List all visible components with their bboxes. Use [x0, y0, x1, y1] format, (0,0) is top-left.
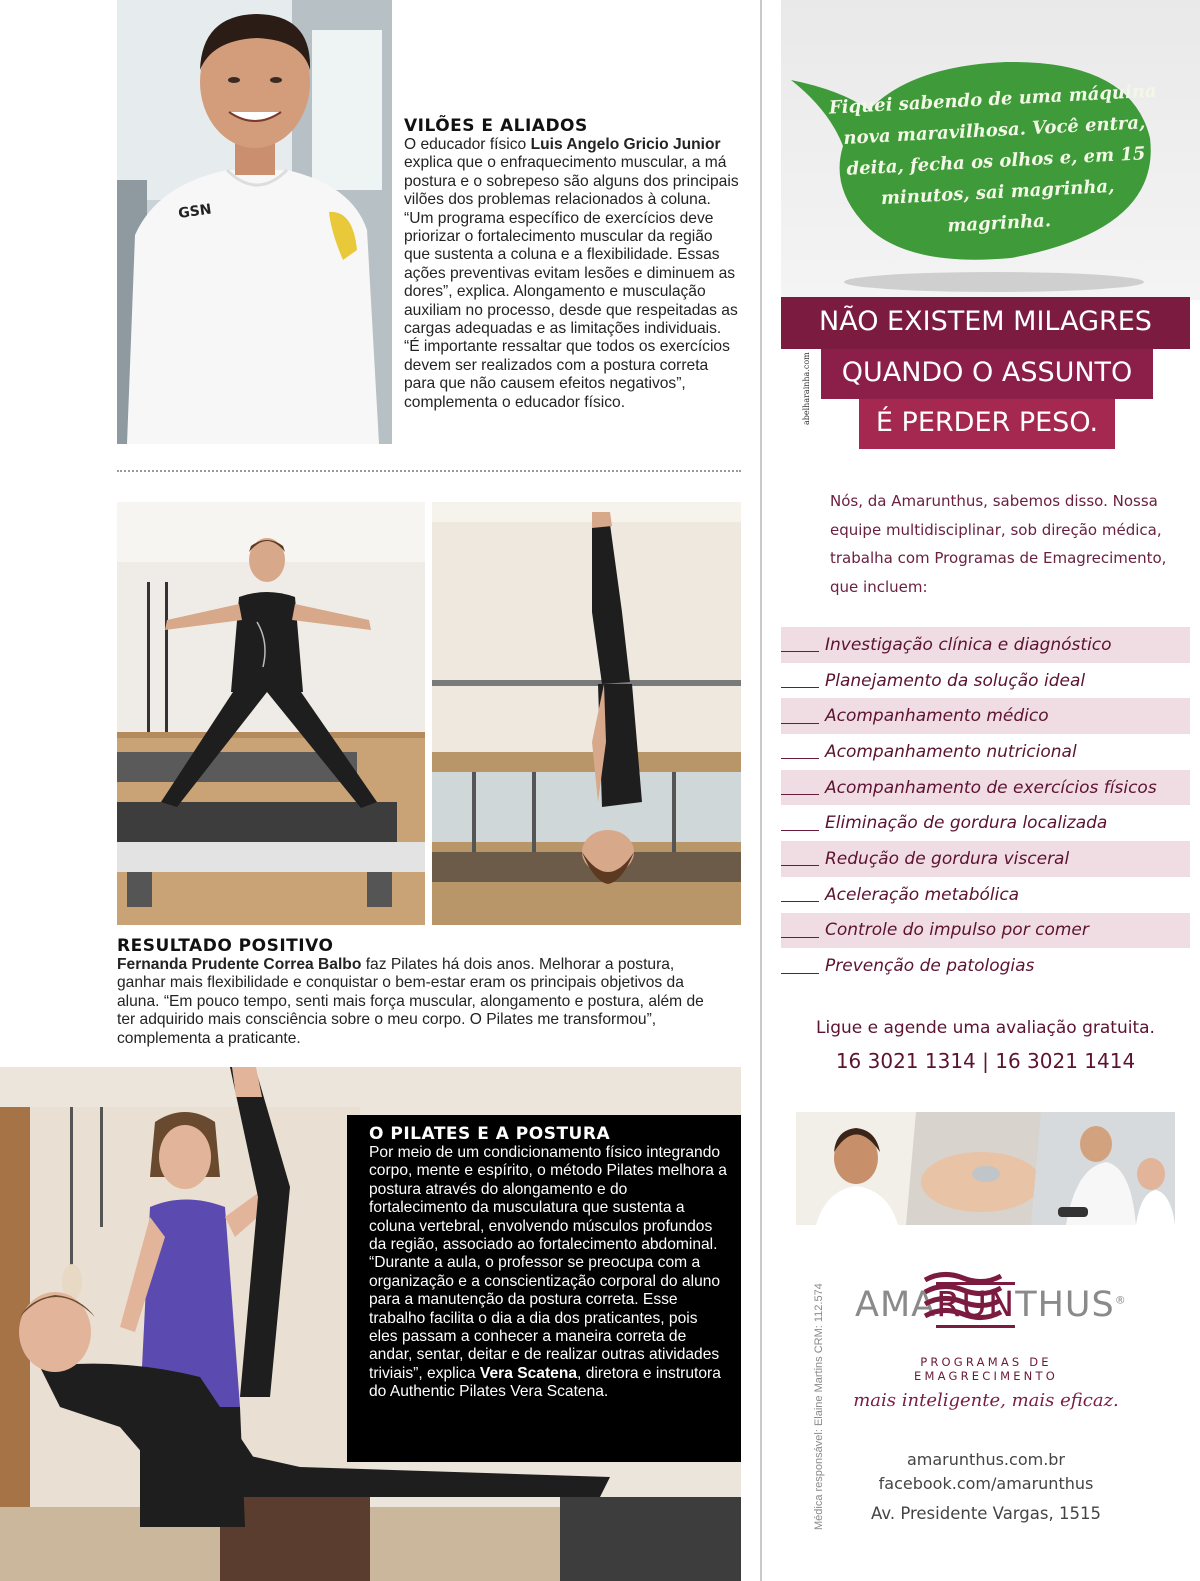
educator-name: Luis Angelo Gricio Junior [530, 136, 721, 153]
service-label: Planejamento da solução ideal [825, 670, 1086, 691]
service-label: Eliminação de gordura localizada [825, 813, 1108, 834]
bubble-quote: Fiquei sabendo de uma máquina nova maravilhosa. Você entra, deita, fecha os olhos e, em 15 minutos, sai magrinha, magrinha. [828, 80, 1158, 237]
section-heading: O PILATES E A POSTURA [369, 1124, 611, 1144]
registered-mark: ® [1114, 1293, 1127, 1307]
section-pilates-postura [347, 1115, 741, 1462]
headline-band-3: É PERDER PESO. [859, 399, 1115, 449]
list-rule [781, 865, 819, 866]
list-rule [781, 901, 819, 902]
list-item [781, 770, 1190, 806]
star-pose-illustration [117, 502, 425, 925]
list-item [781, 805, 1190, 841]
service-label: Investigação clínica e diagnóstico [825, 634, 1112, 655]
service-label: Prevenção de patologias [825, 956, 1035, 977]
educator-photo [117, 0, 392, 444]
section-divider [117, 470, 741, 472]
educator-illustration [117, 0, 392, 444]
student-inverted-photo [432, 502, 741, 925]
address: Av. Presidente Vargas, 1515 [871, 1504, 1101, 1523]
amarunthus-ad [781, 0, 1200, 1581]
list-rule [781, 723, 819, 724]
phone-numbers: 16 3021 1314 | 16 3021 1414 [835, 1049, 1136, 1073]
headline-band-2: QUANDO O ASSUNTO [821, 349, 1153, 399]
list-rule [781, 937, 819, 938]
services-list [781, 627, 1190, 984]
list-rule [781, 651, 819, 652]
list-rule [781, 830, 819, 831]
service-label: Acompanhamento nutricional [825, 741, 1077, 762]
headline-band-1: NÃO EXISTEM MILAGRES [781, 297, 1190, 349]
website-link[interactable]: amarunthus.com.br [906, 1450, 1066, 1469]
logo-text-mid: RUN [936, 1282, 1015, 1328]
service-label: Aceleração metabólica [825, 884, 1020, 905]
crm-credit: Médica responsável: Elaine Martins CRM: 112.574 [813, 1283, 825, 1530]
collage-illustration [796, 1112, 1175, 1225]
list-rule [781, 973, 819, 974]
director-name: Vera Scatena [479, 1364, 578, 1382]
section-heading: RESULTADO POSITIVO [117, 936, 334, 956]
body-text: faz Pilates há dois anos. Melhorar a postura, ganhar mais flexibilidade e conquistar o bem-estar eram os principais objetivos da aluna. “Em pouco tempo, senti mais força muscular, alongamento e postura, além de ter adquirido mais consciência sobre o meu corpo. O Pilates me transformou”, complementa a praticante. [117, 956, 704, 1047]
section-resultado-positivo [117, 936, 717, 1048]
logo-text-right: THUS [1015, 1285, 1115, 1325]
list-item [781, 877, 1190, 913]
list-item [781, 627, 1190, 663]
section-body [117, 956, 717, 1048]
inverted-pose-illustration [432, 502, 741, 925]
services-collage-photo [796, 1112, 1175, 1225]
list-rule [781, 794, 819, 795]
list-item [781, 663, 1190, 699]
list-item [781, 698, 1190, 734]
list-item [781, 841, 1190, 877]
ad-intro: Nós, da Amarunthus, sabemos disso. Nossa equipe multidisciplinar, sob direção médica, trabalha com Programas de Emagrecimento, que incluem: [830, 492, 1167, 596]
list-item [781, 913, 1190, 949]
service-label: Acompanhamento médico [825, 706, 1049, 727]
section-body [404, 136, 740, 412]
cta-line: Ligue e agende uma avaliação gratuita. [816, 1018, 1155, 1038]
body-text: Por meio de um condicionamento físico integrando corpo, mente e espírito, o método Pilates melhora a postura através do alongamento e do fortalecimento da musculatura que sustenta a coluna vertebral, envolvendo músculos profundos da região, associado ao fortalecimento abdominal. “Durante a aula, o professor se preocupa com a organização e a conscientização corporal do aluno para a manutenção da postura correta. Esse trabalho facilita o dia a dia dos praticantes, pois eles passam a conhecer a maneira correta de andar, sentar, deitar e de realizar outras atividades triviais”, explica [369, 1144, 727, 1382]
body-tail: , diretora e instrutora do Authentic Pilates Vera Scatena. [369, 1364, 721, 1401]
logo-text-left: AMA [855, 1285, 937, 1325]
agency-credit: abelharainha.com [802, 352, 811, 425]
list-item [781, 948, 1190, 984]
shirt-logo: GSN [177, 201, 213, 222]
service-label: Acompanhamento de exercícios físicos [825, 777, 1157, 798]
student-name: Fernanda Prudente Correa Balbo [117, 956, 362, 973]
facebook-link[interactable]: facebook.com/amarunthus [878, 1474, 1094, 1493]
list-rule [781, 758, 819, 759]
body-intro: O educador físico [404, 136, 531, 153]
call-to-action [781, 1014, 1190, 1080]
column-divider [760, 0, 762, 1581]
section-body [369, 1144, 727, 1402]
service-label: Controle do impulso por comer [825, 920, 1089, 941]
logo-tagline: mais inteligente, mais eficaz. [853, 1390, 1119, 1411]
student-star-pose-photo [117, 502, 425, 925]
list-rule [781, 687, 819, 688]
section-viloes-aliados [404, 116, 740, 412]
body-text: explica que o enfraquecimento muscular, a má postura e o sobrepeso são alguns dos principais vilões dos problemas relacionados à coluna. “Um programa específico de exercícios deve priorizar o fortalecimento muscular da região que sustenta a coluna e a flexibilidade. Essas ações preventivas evitam lesões e diminuem as dores”, explica. Alongamento e musculação auxiliam no processo, desde que respeitadas as cargas adequadas e as limitações individuais. “É importante ressaltar que todos os exercícios devem ser realizados com a postura correta para que não causem efeitos negativos”, complementa o educador físico. [404, 154, 739, 411]
section-heading: VILÕES E ALIADOS [404, 116, 588, 136]
logo-subtitle: PROGRAMAS DE EMAGRECIMENTO [914, 1355, 1058, 1383]
logo-wave-icon [923, 1270, 1003, 1330]
list-item [781, 734, 1190, 770]
service-label: Redução de gordura visceral [825, 848, 1070, 869]
contact-links [851, 1448, 1121, 1496]
